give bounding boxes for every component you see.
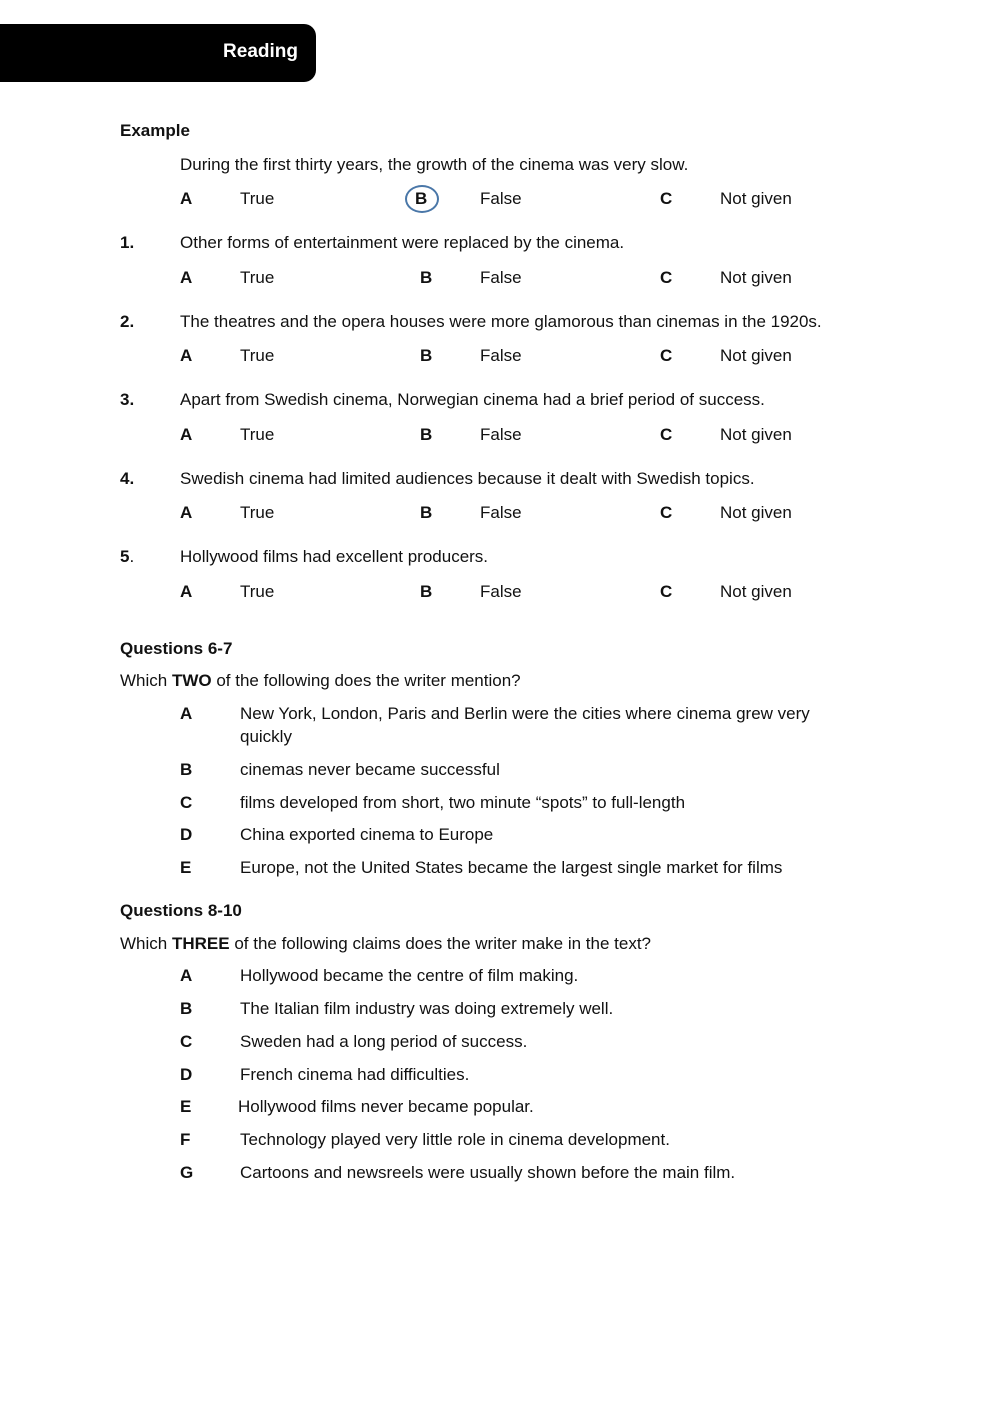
option-letter[interactable]: A <box>180 425 193 444</box>
circled-letter: B <box>415 189 428 208</box>
option-letter[interactable]: A <box>180 189 193 208</box>
option-text[interactable]: False <box>480 582 522 601</box>
question-statement: Swedish cinema had limited audiences because it dealt with Swedish topics. <box>180 469 755 488</box>
option-text[interactable]: New York, London, Paris and Berlin were the cities where cinema grew very <box>240 704 810 723</box>
option-letter-circled-answer[interactable] <box>415 189 432 209</box>
option-letter[interactable]: A <box>180 268 193 287</box>
question-statement: Hollywood films had excellent producers. <box>180 547 489 566</box>
option-letter[interactable]: A <box>180 704 193 723</box>
question-number-digit: 5 <box>120 547 130 566</box>
option-letter[interactable]: F <box>180 1130 191 1149</box>
question-number: 2. <box>120 312 135 331</box>
option-letter[interactable]: A <box>180 966 193 985</box>
question-statement: Other forms of entertainment were replaced by the cinema. <box>180 233 625 252</box>
option-text[interactable]: True <box>240 503 275 522</box>
option-letter[interactable]: C <box>180 1032 193 1051</box>
option-text[interactable]: Sweden had a long period of success. <box>240 1032 528 1051</box>
option-letter[interactable]: E <box>180 1097 192 1116</box>
option-text[interactable]: Europe, not the United States became the largest single market for films <box>240 858 783 877</box>
option-letter[interactable]: B <box>420 425 433 444</box>
option-text[interactable]: Not given <box>720 582 792 601</box>
option-text[interactable]: cinemas never became successful <box>240 760 500 779</box>
option-text[interactable]: Cartoons and newsreels were usually shown before the main film. <box>240 1163 736 1182</box>
option-letter[interactable]: A <box>180 346 193 365</box>
option-text[interactable]: Not given <box>720 268 792 287</box>
option-text[interactable]: True <box>240 582 275 601</box>
option-text[interactable]: True <box>240 346 275 365</box>
instruction-text: of the following does the writer mention? <box>211 671 521 690</box>
option-text-continued[interactable]: quickly <box>240 727 292 746</box>
option-text[interactable]: False <box>480 346 522 365</box>
option-text[interactable]: False <box>480 425 522 444</box>
example-statement: During the first thirty years, the growth of the cinema was very slow. <box>180 155 689 174</box>
option-letter[interactable]: A <box>180 582 193 601</box>
option-letter[interactable]: B <box>420 346 433 365</box>
question-statement: The theatres and the opera houses were more glamorous than cinemas in the 1920s. <box>180 312 822 331</box>
option-letter[interactable]: C <box>660 503 673 522</box>
option-text[interactable]: Not given <box>720 503 792 522</box>
questions-8-10-instruction <box>120 934 651 954</box>
instruction-text: Which <box>120 934 172 953</box>
option-text[interactable]: Not given <box>720 189 792 208</box>
option-text[interactable]: False <box>480 503 522 522</box>
question-number-suffix: . <box>129 547 135 566</box>
option-letter[interactable]: C <box>180 793 193 812</box>
question-statement: Apart from Swedish cinema, Norwegian cinema had a brief period of success. <box>180 390 765 409</box>
section-header-bar <box>0 24 316 82</box>
option-text[interactable]: China exported cinema to Europe <box>240 825 494 844</box>
option-letter[interactable]: C <box>660 189 673 208</box>
option-letter[interactable]: B <box>420 582 433 601</box>
option-letter[interactable]: G <box>180 1163 194 1182</box>
option-letter[interactable]: C <box>660 268 673 287</box>
option-text[interactable]: True <box>240 268 275 287</box>
questions-6-7-instruction <box>120 671 521 691</box>
option-letter[interactable]: A <box>180 503 193 522</box>
option-letter[interactable]: D <box>180 1065 193 1084</box>
option-text[interactable]: Hollywood became the centre of film making. <box>240 966 579 985</box>
option-letter[interactable]: C <box>660 346 673 365</box>
option-letter[interactable]: D <box>180 825 193 844</box>
instruction-emphasis: TWO <box>171 671 212 690</box>
option-letter[interactable]: C <box>660 582 673 601</box>
question-number: 1. <box>120 233 135 252</box>
option-letter[interactable]: B <box>180 999 193 1018</box>
instruction-text: Which <box>120 671 172 690</box>
section-title: Reading <box>223 41 298 62</box>
instruction-emphasis: THREE <box>171 934 230 953</box>
option-text[interactable]: Hollywood films never became popular. <box>238 1097 534 1116</box>
option-text[interactable]: True <box>240 189 275 208</box>
option-text[interactable]: Technology played very little role in cinema development. <box>240 1130 670 1149</box>
option-text[interactable]: False <box>480 268 522 287</box>
question-number: 3. <box>120 390 135 409</box>
option-text[interactable]: True <box>240 425 275 444</box>
option-text[interactable]: Not given <box>720 425 792 444</box>
option-letter[interactable]: B <box>420 268 433 287</box>
question-number: 4. <box>120 469 135 488</box>
option-text[interactable]: Not given <box>720 346 792 365</box>
instruction-text: of the following claims does the writer make in the text? <box>229 934 652 953</box>
example-heading: Example <box>120 121 190 140</box>
option-text[interactable]: The Italian film industry was doing extremely well. <box>240 999 614 1018</box>
option-text[interactable]: films developed from short, two minute “spots” to full-length <box>240 793 686 812</box>
option-letter[interactable]: E <box>180 858 192 877</box>
questions-8-10-heading: Questions 8-10 <box>120 901 242 920</box>
option-text[interactable]: False <box>480 189 522 208</box>
questions-6-7-heading: Questions 6-7 <box>120 639 233 658</box>
option-letter[interactable]: B <box>180 760 193 779</box>
option-letter[interactable]: B <box>420 503 433 522</box>
question-number <box>120 547 134 567</box>
option-letter[interactable]: C <box>660 425 673 444</box>
option-text[interactable]: French cinema had difficulties. <box>240 1065 470 1084</box>
